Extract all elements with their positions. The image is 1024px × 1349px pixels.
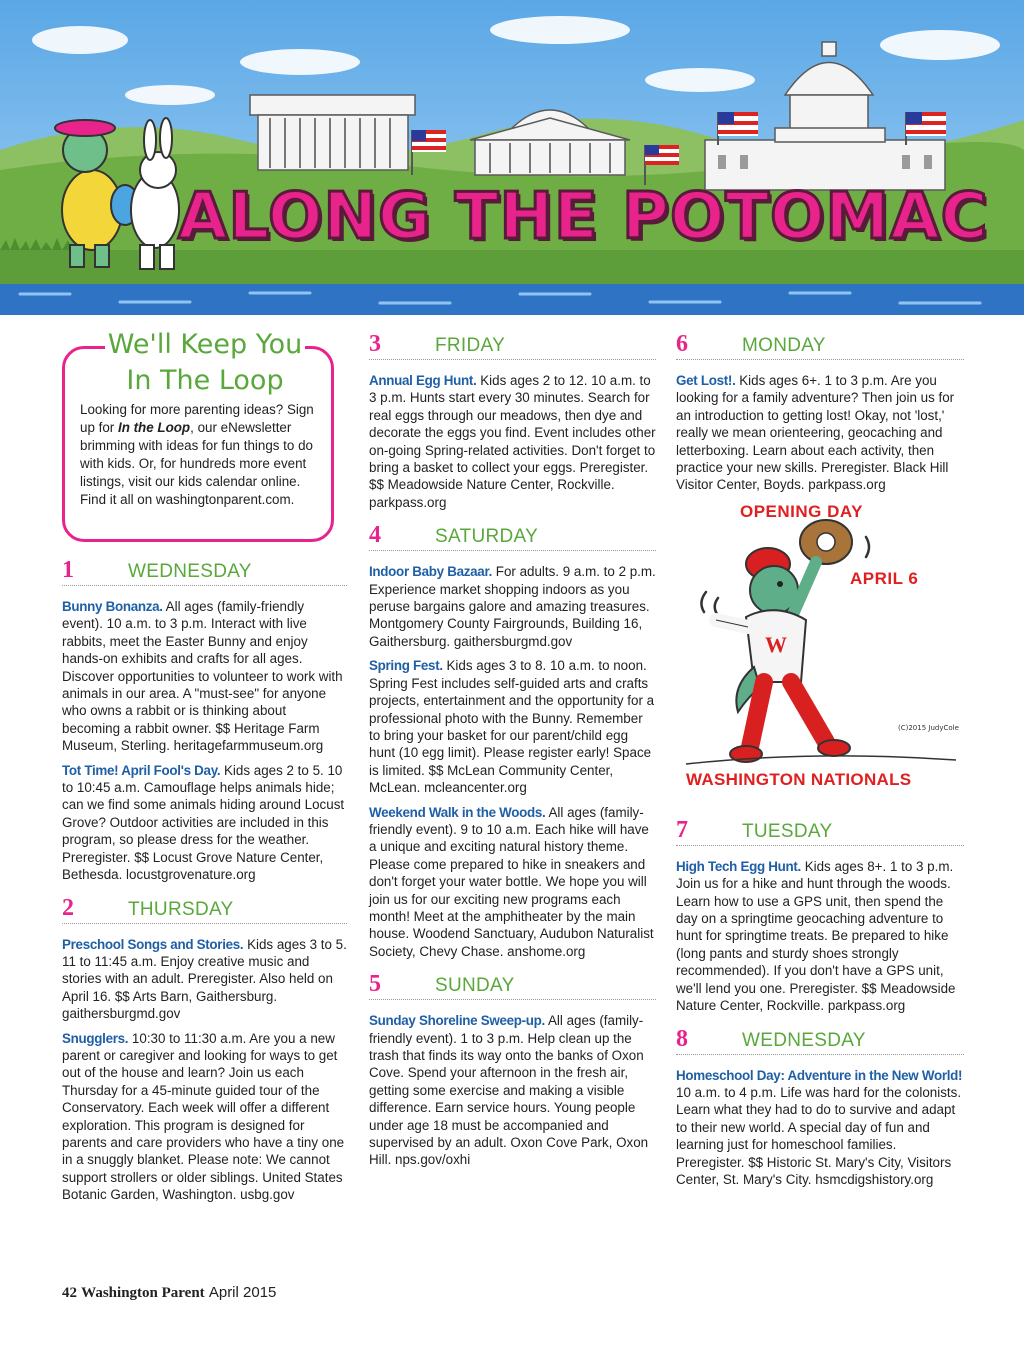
day-header-2 xyxy=(62,894,347,924)
event-listing xyxy=(369,1012,656,1169)
event-title: Tot Time! April Fool's Day. xyxy=(62,762,221,778)
event-title: Sunday Shoreline Sweep-up. xyxy=(369,1013,545,1029)
event-listing xyxy=(62,762,347,884)
day-name: WEDNESDAY xyxy=(128,561,252,582)
team-name-label: WASHINGTON NATIONALS xyxy=(686,769,912,789)
issue-date: April 2015 xyxy=(208,1284,277,1301)
event-body: For adults. 9 a.m. to 2 p.m. Experience market shopping indoors as you peruse bargains galore and amazing treasures. Montgomery County Fairgrounds, Building 16, Gaithersburg. gaithersburgmd.gov xyxy=(369,564,656,649)
event-listing xyxy=(62,936,347,1023)
event-title: Indoor Baby Bazaar. xyxy=(369,564,493,580)
event-title: Weekend Walk in the Woods. xyxy=(369,804,546,820)
column-middle xyxy=(369,330,656,1176)
day-name: TUESDAY xyxy=(742,820,833,842)
event-listing xyxy=(676,1067,964,1189)
header-banner xyxy=(0,0,1024,315)
day-number: 1 xyxy=(62,557,74,583)
event-title: Get Lost!. xyxy=(676,373,736,388)
promo-text-a: Looking for more parenting ideas? Sign up for xyxy=(80,402,314,435)
day-name: SUNDAY xyxy=(435,975,515,997)
event-listing xyxy=(369,563,656,650)
day-header-8 xyxy=(676,1025,964,1055)
event-title: Bunny Bonanza. xyxy=(62,599,163,614)
event-body: All ages (family-friendly event). 10 a.m. to 3 p.m. Interact with live rabbits, meet the Easter Bunny and enjoy hands-on exhibits and crafts for all ages. Discover opportunities to volunteer to work with animals in our area. A "must-see" for anyone who owns a rabbit or is thinking about becoming a rabbit owner. $$ Heritage Farm Museum, Sterling. heritagefarmmuseum.org xyxy=(62,599,343,754)
day-name: FRIDAY xyxy=(435,335,506,356)
svg-text:W: W xyxy=(765,631,787,657)
event-body: Kids ages 2 to 5. 10 to 10:45 a.m. Camouflage helps animals hide; can we find some animals hiding around Locust Grove? Outdoor activities are included in this program, so please dress for the weather. Preregister. $$ Locust Grove Nature Center, Bethesda. locustgrovenature.org xyxy=(62,762,345,883)
opening-day-label: OPENING DAY xyxy=(740,501,863,521)
day-header-3 xyxy=(369,330,656,360)
page-number: 42 xyxy=(62,1285,77,1301)
newsletter-name: In the Loop xyxy=(117,420,191,435)
day-number: 3 xyxy=(369,331,381,357)
day-number: 2 xyxy=(62,894,74,921)
event-body: All ages (family-friendly event). 9 to 10 a.m. Each hike will have a unique and exciting natural history theme. Please come prepared to hike in sneakers and don't forget your water bottle. We hope you will join us for our exciting new programs each month! Meet at the amphitheater by the main house. Woodend Sanctuary, Audubon Naturalist Society, Chevy Chase. anshome.org xyxy=(369,804,654,959)
promo-heading-line2: In The Loop xyxy=(126,365,284,396)
event-listing xyxy=(62,598,347,755)
event-body: Kids ages 8+. 1 to 3 p.m. Join us for a hike and hunt through the woods. Learn how to use a GPS unit, then spend the day on a springtime geocaching adventure to hunt for springtime treats. Be prepared to hike (long pants and sturdy shoes strongly recommended). If you don't have a GPS unit, we'll lend you one. Preregister. $$ Meadowside Nature Center, Rockville. parkpass.org xyxy=(676,858,956,1014)
event-listing xyxy=(369,372,656,511)
event-body: 10 a.m. to 4 p.m. Life was hard for the colonists. Learn what they had to do to survive and adapt to their new world. A special day of fun and learning just for homeschool families. Preregister. $$ Historic St. Mary's City, Visitors Center, St. Mary's City. hsmcdigshistory.org xyxy=(676,1084,962,1187)
event-listing xyxy=(62,1030,347,1204)
newsletter-promo-heading xyxy=(105,327,305,399)
day-number: 5 xyxy=(369,971,381,998)
day-number: 8 xyxy=(676,1025,688,1052)
event-title: Snugglers. xyxy=(62,1030,129,1046)
event-title: Homeschool Day: Adventure in the New World! xyxy=(676,1067,963,1083)
event-title: Spring Fest. xyxy=(369,658,443,674)
event-listing xyxy=(369,804,656,961)
day-name: MONDAY xyxy=(742,335,826,356)
event-title: Preschool Songs and Stories. xyxy=(62,936,244,952)
opening-day-date: APRIL 6 xyxy=(850,568,919,588)
day-number: 6 xyxy=(676,331,688,357)
day-name: THURSDAY xyxy=(128,898,234,920)
newsletter-promo-box xyxy=(62,329,334,542)
magazine-name: Washington Parent xyxy=(81,1285,205,1301)
event-listing xyxy=(676,858,964,1015)
event-listing xyxy=(369,657,656,796)
event-title: High Tech Egg Hunt. xyxy=(676,858,801,874)
column-left xyxy=(62,330,347,1211)
promo-text-b: , our eNewsletter brimming with ideas for fun things to do with kids. Or, for hundreds more event listings, visit our kids calendar online. Find it all on washingtonparent.com. xyxy=(80,420,313,507)
newsletter-promo-text xyxy=(80,401,319,509)
page-footer xyxy=(62,1284,276,1302)
day-number: 4 xyxy=(369,522,381,549)
baseball-turtle-icon xyxy=(676,502,964,802)
day-header-5 xyxy=(369,970,656,1000)
promo-heading-line1: We'll Keep You xyxy=(107,329,303,360)
banner-title: ALONG THE POTOMAC xyxy=(178,180,989,254)
event-body: Kids ages 3 to 5. 11 to 11:45 a.m. Enjoy creative music and stories with an adult. Preregister. Also held on April 16. $$ Arts Barn, Gaithersburg. gaithersburgmd.gov xyxy=(62,936,347,1022)
event-body: Kids ages 3 to 8. 10 a.m. to noon. Spring Fest includes self-guided arts and crafts projects, entertainment and the opportunity for a professional photo with the Bunny. Remember to bring your basket for our parent/child egg hunt (10 egg limit). Please register early! Space is limited. $$ McLean Community Center, McLean. mcleancenter.org xyxy=(369,658,655,796)
opening-day-illustration xyxy=(676,502,964,812)
event-body: 10:30 to 11:30 a.m. Are you a new parent or caregiver and looking for ways to get out of the house and learn? Join us each Thursday for a 45-minute guided tour of the Conservatory. Each week will offer a different exploration. This program is designed for parents and care providers who have a tiny one in a snuggly blanket. Please note: We cannot support strollers or older siblings. United States Botanic Garden, Washington. usbg.gov xyxy=(62,1030,345,1203)
day-header-6 xyxy=(676,330,964,360)
day-header-1 xyxy=(62,556,347,586)
illustration-copyright: (C)2015 JudyCole xyxy=(898,723,959,732)
day-number: 7 xyxy=(676,816,688,843)
day-header-4 xyxy=(369,521,656,551)
event-listing xyxy=(676,372,964,494)
event-body: Kids ages 2 to 12. 10 a.m. to 3 p.m. Hunts start every 30 minutes. Search for real eggs through our meadows, then dye and decorate the eggs you find. Event includes other on-going Spring-related activities. Don't forget to bring a basket to collect your eggs. Preregister. $$ Meadowside Nature Center, Rockville. parkpass.org xyxy=(369,373,656,510)
event-title: Annual Egg Hunt. xyxy=(369,373,477,388)
day-name: SATURDAY xyxy=(435,526,539,548)
day-header-7 xyxy=(676,816,964,846)
day-name: WEDNESDAY xyxy=(742,1029,866,1051)
column-right xyxy=(676,330,964,1195)
event-body: Kids ages 6+. 1 to 3 p.m. Are you looking for a family adventure? Then join us for an introduction to getting lost! Okay, not 'lost,' really we mean orienteering, geocaching and letterboxing. Learn about each activity, then practice your new skills. Preregister. Black Hill Visitor Center, Boyds. parkpass.org xyxy=(676,373,955,493)
potomac-skyline-illustration xyxy=(0,0,1024,315)
event-body: All ages (family-friendly event). 1 to 3 p.m. Help clean up the trash that finds its way onto the banks of Oxon Cove. Spend your afternoon in the fresh air, getting some exercise and making a visible difference. Earn service hours. Young people under age 18 must be accompanied and supervised by an adult. Oxon Cove Park, Oxon Hill. nps.gov/oxhi xyxy=(369,1013,649,1168)
